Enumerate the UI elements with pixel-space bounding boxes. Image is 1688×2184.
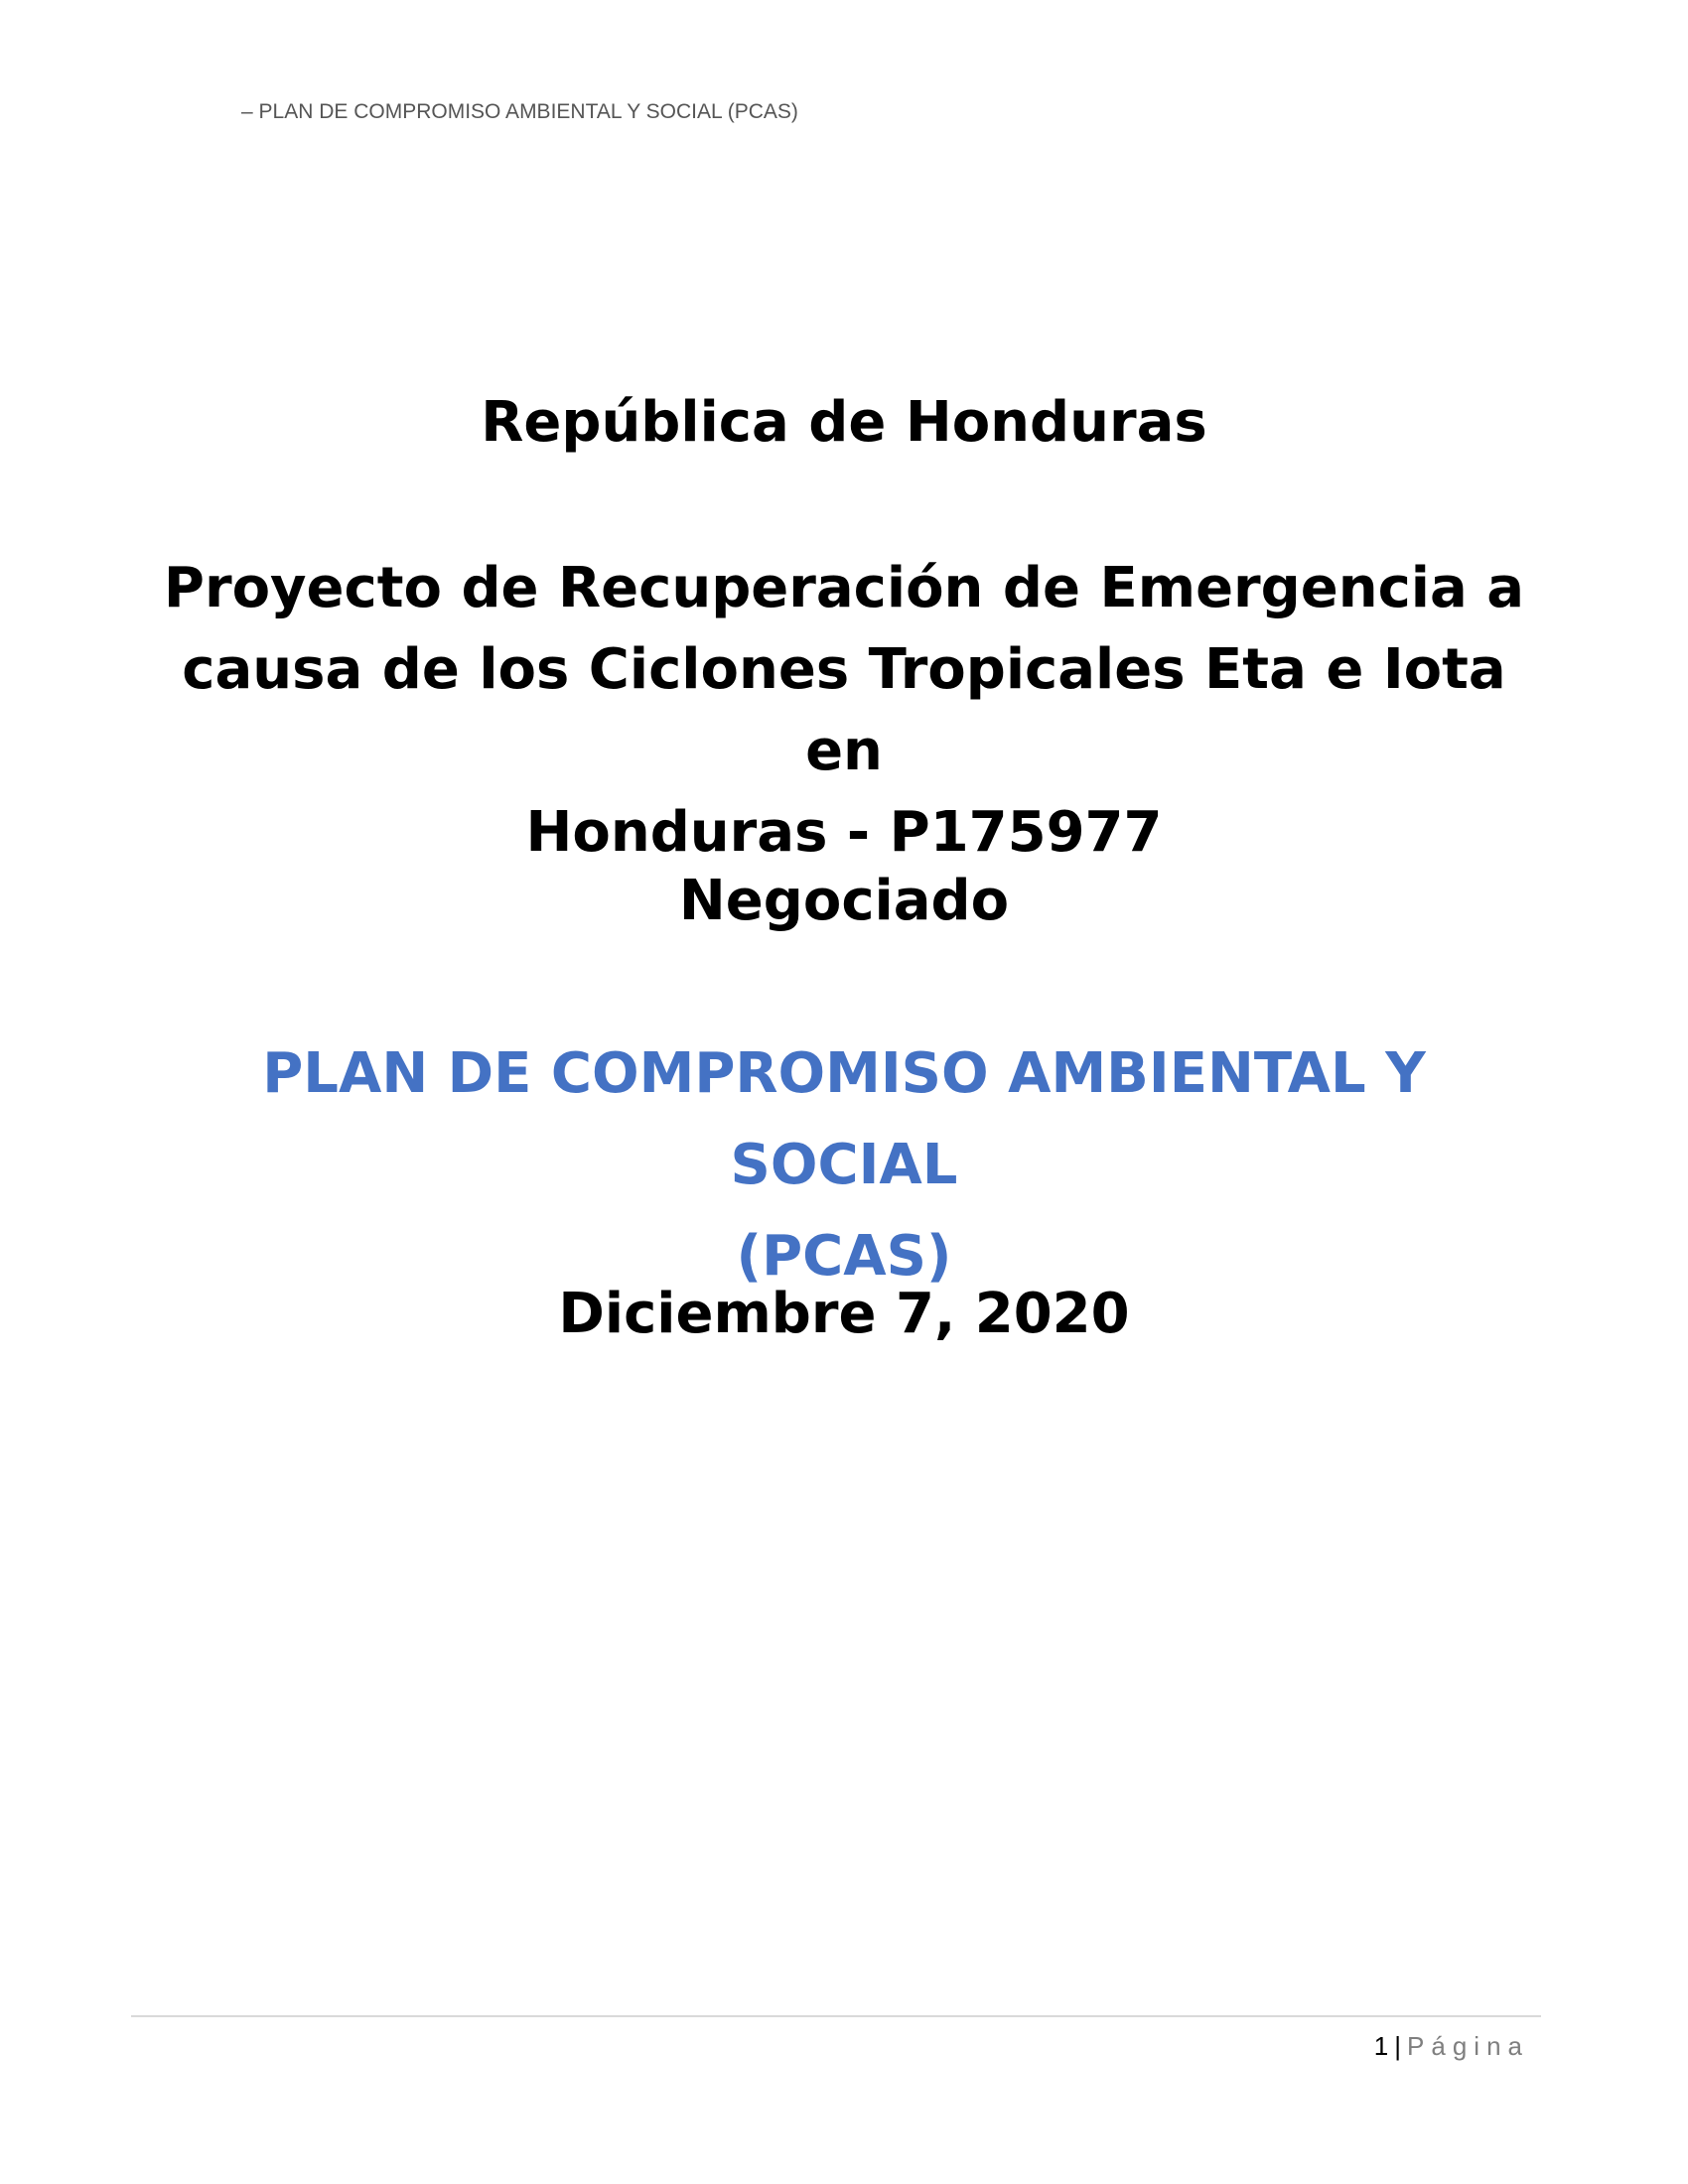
project-title-line: Proyecto de Recuperación de Emergencia a bbox=[163, 556, 1525, 620]
running-header: – PLAN DE COMPROMISO AMBIENTAL Y SOCIAL (PCAS) bbox=[241, 100, 798, 123]
document-status bbox=[149, 866, 1539, 937]
footer-divider bbox=[131, 2015, 1541, 2017]
page-label: Página bbox=[1407, 2031, 1529, 2061]
plan-title-line: (PCAS) bbox=[736, 1224, 952, 1289]
project-title-line: causa de los Ciclones Tropicales Eta e Iota en bbox=[182, 637, 1506, 783]
footer-separator: | bbox=[1394, 2031, 1402, 2061]
country-title bbox=[149, 387, 1539, 459]
page-number: 1 bbox=[1373, 2031, 1389, 2061]
page-footer bbox=[1374, 2029, 1529, 2063]
plan-title bbox=[149, 1028, 1539, 1302]
date-text: Diciembre 7, 2020 bbox=[558, 1282, 1130, 1346]
plan-title-line: PLAN DE COMPROMISO AMBIENTAL Y SOCIAL bbox=[262, 1041, 1426, 1197]
project-title-line: Honduras - P175977 bbox=[525, 800, 1163, 865]
status-text: Negociado bbox=[678, 869, 1010, 933]
document-date bbox=[149, 1279, 1539, 1350]
country-name: República de Honduras bbox=[481, 390, 1207, 455]
project-title bbox=[149, 548, 1539, 874]
